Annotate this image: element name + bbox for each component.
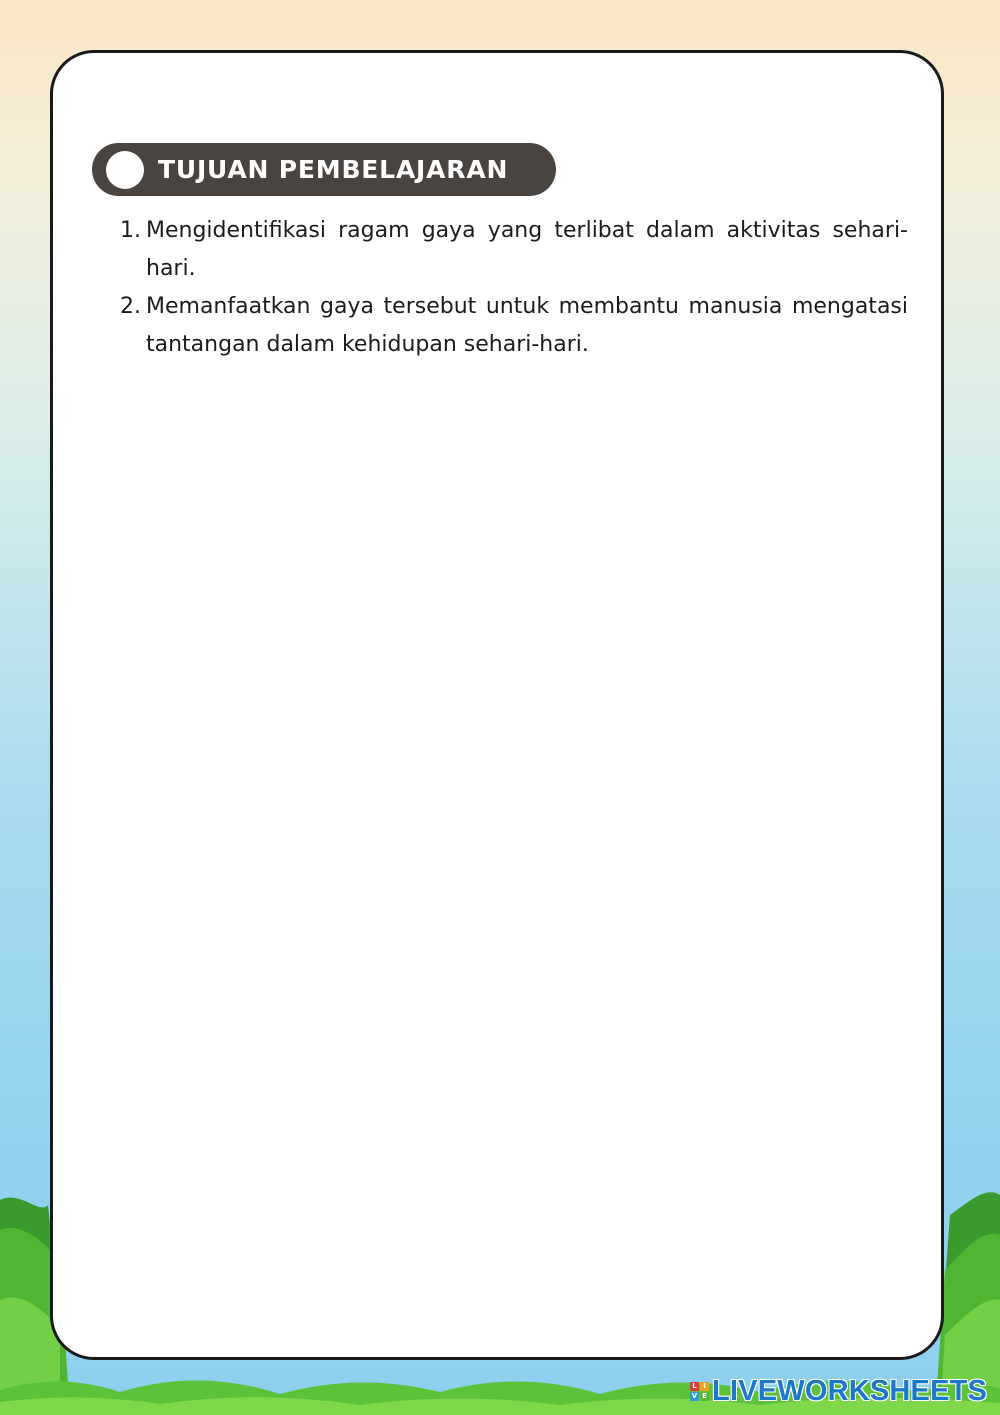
list-item-text: Mengidentifikasi ragam gaya yang terlibat dalam aktivitas sehari-hari. — [146, 218, 908, 281]
list-item-number: 2. — [120, 294, 141, 319]
list-item-text: Memanfaatkan gaya tersebut untuk membantu manusia mengatasi tantangan dalam kehidupan sehari-hari. — [146, 294, 908, 357]
circle-icon — [106, 151, 144, 189]
section-header — [92, 143, 556, 196]
list-item — [120, 288, 908, 364]
watermark-text: LIVEWORKSHEETS — [712, 1374, 988, 1407]
list-item-number: 1. — [120, 218, 141, 243]
liveworksheets-logo-icon: L I V E — [690, 1382, 709, 1401]
liveworksheets-watermark — [690, 1374, 987, 1408]
objectives-list — [120, 212, 908, 364]
section-title: TUJUAN PEMBELAJARAN — [158, 155, 509, 184]
list-item — [120, 212, 908, 288]
